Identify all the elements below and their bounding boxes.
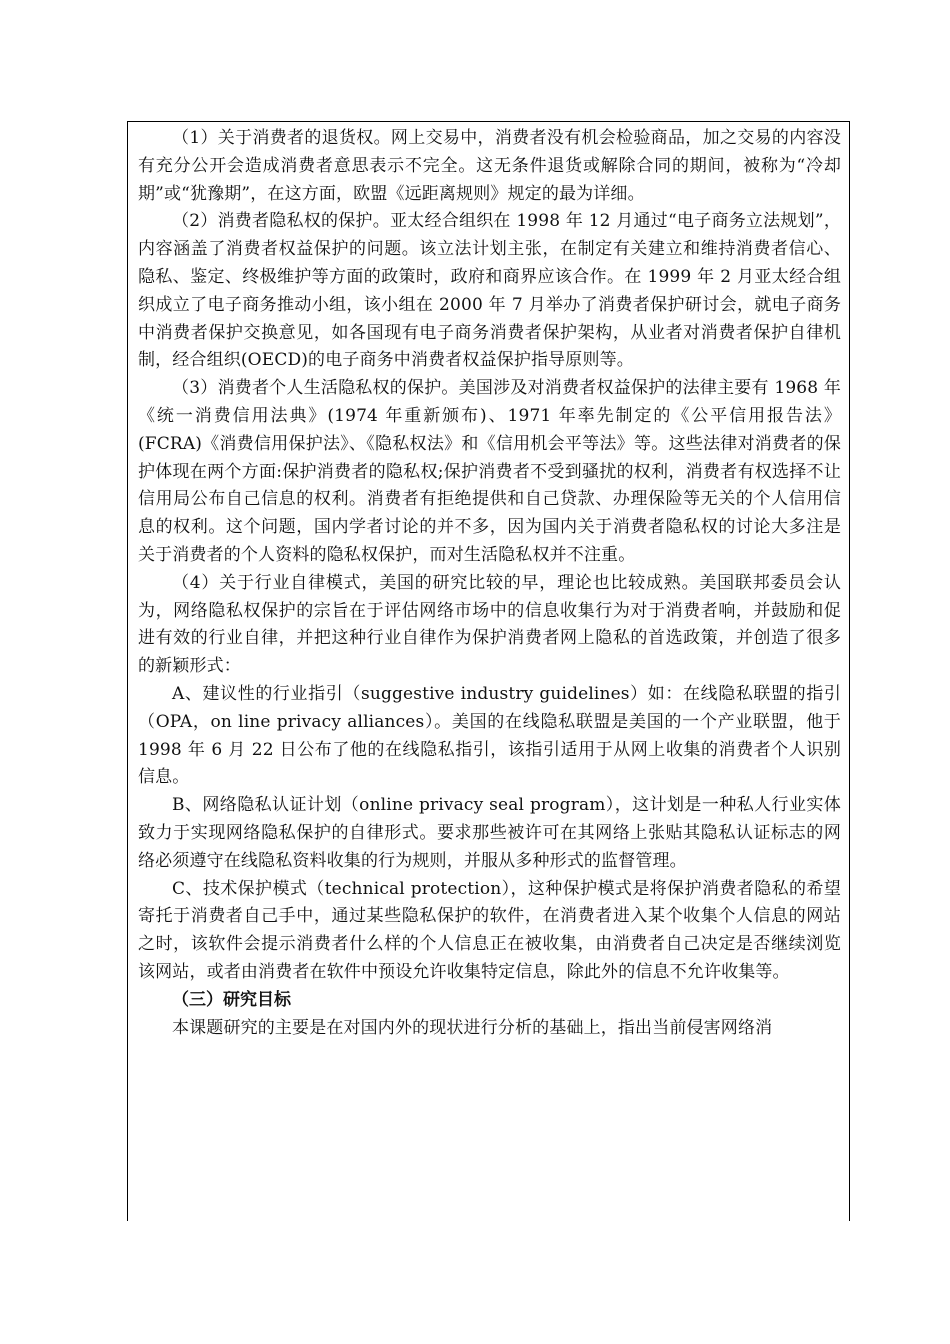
- paragraph-self-regulation: （4）关于行业自律模式，美国的研究比较的早，理论也比较成熟。美国联邦委员会认为，网络隐私权保护的宗旨在于评估网络市场中的信息收集行为对于消费者响，并鼓励和促进有效的行业自律，并把这种行业自律作为保护消费者网上隐私的首选政策，并创造了很多的新颖形式：: [138, 572, 841, 677]
- paragraph-research-intro: 本课题研究的主要是在对国内外的现状进行分析的基础上，指出当前侵害网络消: [172, 1017, 773, 1038]
- paragraph-personal-life-privacy: （3）消费者个人生活隐私权的保护。美国涉及对消费者权益保护的法律主要有 1968 年《统一消费信用法典》(1974 年重新颁布)、1971 年率先制定的《公平信用报告法》(FCRA)《消费信用保护法》、《隐私权法》和《信用机会平等法》等。这些法律对消费者的保护体现在两个方面:保护消费者的隐私权;保护消费者不受到骚扰的权利，消费者有权选择不让信用局公布自己信息的权利。消费者有拒绝提供和自己贷款、办理保险等无关的个人信用信息的权利。这个问题，国内学者讨论的并不多，因为国内关于消费者隐私权的讨论大多注是关于消费者的个人资料的隐私权保护，而对生活隐私权并不注重。: [138, 378, 841, 565]
- document-content: [138, 125, 841, 1042]
- paragraph-privacy-protection: （2）消费者隐私权的保护。亚太经合组织在 1998 年 12 月通过“电子商务立法规划”，内容涵盖了消费者权益保护的问题。该立法计划主张，在制定有关建立和维持消费者信心、隐私、鉴定、终极维护等方面的政策时，政府和商界应该合作。在 1999 年 2 月亚太经合组织成立了电子商务推动小组，该小组在 2000 年 7 月举办了消费者保护研讨会，就电子商务中消费者保护交换意见，如各国现有电子商务消费者保护架构，从业者对消费者保护自律机制，经合组织(OECD)的电子商务中消费者权益保护指导原则等。: [138, 211, 841, 371]
- paragraph-industry-guidelines: A、建议性的行业指引（suggestive industry guidelines）如：在线隐私联盟的指引（OPA，on line privacy alliances）。美国的在线隐私联盟是美国的一个产业联盟，他于 1998 年 6 月 22 日公布了他的在线隐私指引，该指引适用于从网上收集的消费者个人识别信息。: [138, 683, 841, 788]
- paragraph-return-rights: （1）关于消费者的退货权。网上交易中，消费者没有机会检验商品，加之交易的内容没有充分公开会造成消费者意思表示不完全。这无条件退货或解除合同的期间，被称为“冷却期”或“犹豫期”，在这方面，欧盟《远距离规则》规定的最为详细。: [138, 128, 841, 204]
- paragraph-technical-protection: C、技术保护模式（technical protection），这种保护模式是将保护消费者隐私的希望寄托于消费者自己手中，通过某些隐私保护的软件，在消费者进入某个收集个人信息的网站之时，该软件会提示消费者什么样的个人信息正在被收集，由消费者自己决定是否继续浏览该网站，或者由消费者在软件中预设允许收集特定信息，除此外的信息不允许收集等。: [138, 878, 841, 982]
- paragraph-seal-program: B、网络隐私认证计划（online privacy seal program），这计划是一种私人行业实体致力于实现网络隐私保护的自律形式。要求那些被许可在其网络上张贴其隐私认证标志的网络必须遵守在线隐私资料收集的行为规则，并服从多种形式的监督管理。: [138, 795, 841, 871]
- document-table-cell: [127, 121, 850, 1221]
- section-heading-research-goals: （三）研究目标: [172, 989, 291, 1010]
